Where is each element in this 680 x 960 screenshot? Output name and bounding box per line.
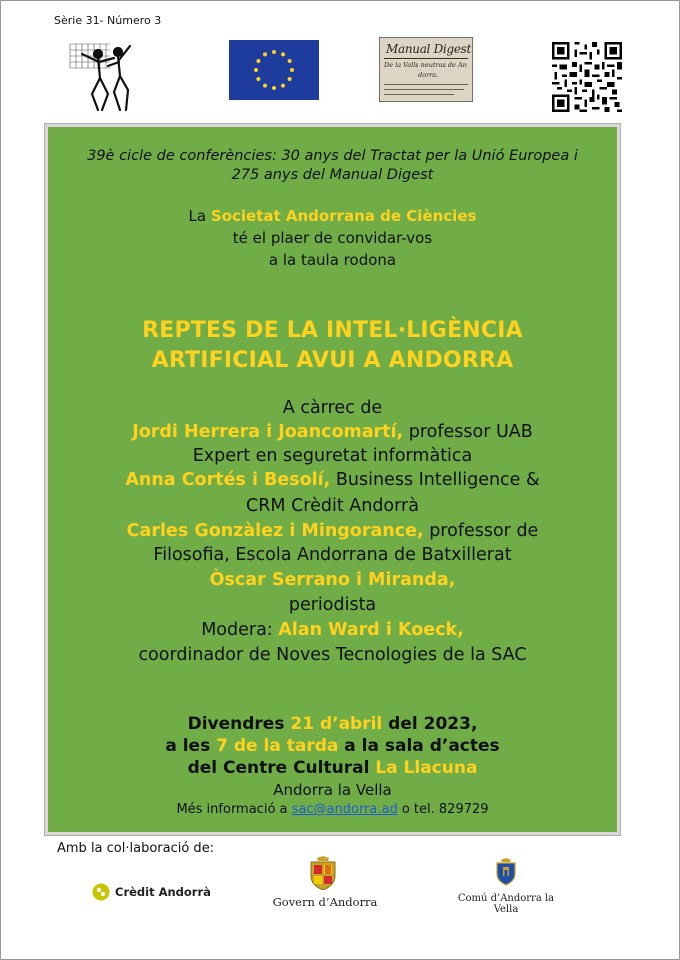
more-info	[48, 802, 617, 817]
speaker-1-role-2: Expert en seguretat informàtica	[192, 446, 473, 466]
speaker-2-role: Business Intelligence &	[330, 470, 540, 490]
credit-andorra-logo-icon	[92, 883, 110, 901]
host-line-1	[48, 207, 617, 225]
moderator-name: Alan Ward i Koeck,	[278, 620, 464, 640]
qr-code	[552, 42, 622, 112]
credit-andorra-name: Crèdit Andorrà	[115, 885, 211, 899]
host-line-2: té el plaer de convidar-vos	[232, 229, 433, 247]
event-centre-label: del Centre Cultural	[187, 758, 376, 778]
manual-digest-cover	[379, 37, 473, 102]
comu-andorra-la-vella-crest-icon	[495, 858, 517, 886]
speaker-4-role-2: periodista	[288, 595, 377, 615]
event-time	[48, 736, 617, 756]
event-city: Andorra la Vella	[273, 781, 392, 799]
moderator-label: Modera:	[201, 620, 279, 640]
speaker-4-name: Òscar Serrano i Miranda,	[209, 570, 456, 590]
event-centre-name: La Llacuna	[375, 758, 478, 778]
more-info-phone: o tel. 829729	[397, 802, 489, 817]
speaker-4	[48, 570, 617, 590]
event-title-line-1: REPTES DE LA INTEL·LIGÈNCIA	[142, 318, 523, 343]
event-day: Divendres	[187, 714, 291, 734]
invitation-panel	[45, 124, 620, 835]
intro-line-1: 39è cicle de conferències: 30 anys del Tractat per la Unió Europea i	[87, 148, 578, 164]
manual-digest-subtitle-2: dorra.	[418, 71, 439, 79]
speaker-1-name: Jordi Herrera i Joancomartí,	[132, 422, 404, 442]
host-organization: Societat Andorrana de Ciències	[210, 207, 477, 225]
speaker-3	[48, 521, 617, 541]
manual-digest-rule	[384, 58, 468, 59]
eu-flag	[229, 40, 319, 100]
speaker-3-role: professor de	[423, 521, 539, 541]
event-at: a les	[165, 736, 217, 756]
event-year: del 2023,	[382, 714, 478, 734]
manual-digest-title: Manual Digest	[386, 42, 472, 56]
event-date-value: 21 d’abril	[290, 714, 383, 734]
event-title-line-2: ARTIFICIAL AVUI A ANDORRA	[151, 348, 514, 373]
speaker-1-role: professor UAB	[403, 422, 533, 442]
sac-logo	[68, 40, 134, 114]
speaker-3-role-2: Filosofia, Escola Andorrana de Batxillerat	[153, 545, 512, 565]
collaboration-label: Amb la col·laboració de:	[57, 841, 215, 856]
host-line-3: a la taula rodona	[268, 251, 397, 269]
intro-line-2: 275 anys del Manual Digest	[231, 167, 434, 183]
event-centre	[48, 758, 617, 778]
sponsor-govern-andorra	[270, 856, 380, 912]
govern-andorra-name: Govern d’Andorra	[272, 895, 378, 909]
moderator-role: coordinador de Noves Tecnologies de la SAC	[138, 645, 527, 665]
series-number: Sèrie 31- Número 3	[54, 14, 162, 27]
speaker-2-name: Anna Cortés i Besolí,	[125, 470, 331, 490]
eu-flag-icon	[229, 40, 319, 100]
contact-email-link[interactable]: sac@andorra.ad	[291, 802, 398, 817]
speaker-2-role-2: CRM Crèdit Andorrà	[246, 496, 419, 516]
sponsor-credit-andorra	[92, 882, 211, 902]
speaker-2	[48, 470, 617, 490]
host-pre: La	[188, 207, 207, 225]
speakers-lead: A càrrec de	[282, 398, 383, 418]
event-venue: a la sala d’actes	[338, 736, 500, 756]
event-time-value: 7 de la tarda	[216, 736, 339, 756]
moderator	[48, 620, 617, 640]
event-date	[48, 714, 617, 734]
andorra-coat-of-arms-icon	[308, 856, 338, 890]
comu-andorra-la-vella-name: Comú d’Andorra la Vella	[457, 893, 555, 915]
speaker-1	[48, 422, 617, 442]
more-info-pre: Més informació a	[176, 802, 292, 817]
speaker-3-name: Carles Gonzàlez i Mingorance,	[126, 521, 424, 541]
sponsor-comu-andorra-la-vella	[446, 858, 566, 915]
sac-dancers-icon	[68, 40, 134, 114]
manual-digest-subtitle: De la Valls neutras de An	[384, 61, 467, 69]
qr-code-icon	[552, 42, 622, 112]
manual-digest-text-lines	[384, 84, 468, 95]
